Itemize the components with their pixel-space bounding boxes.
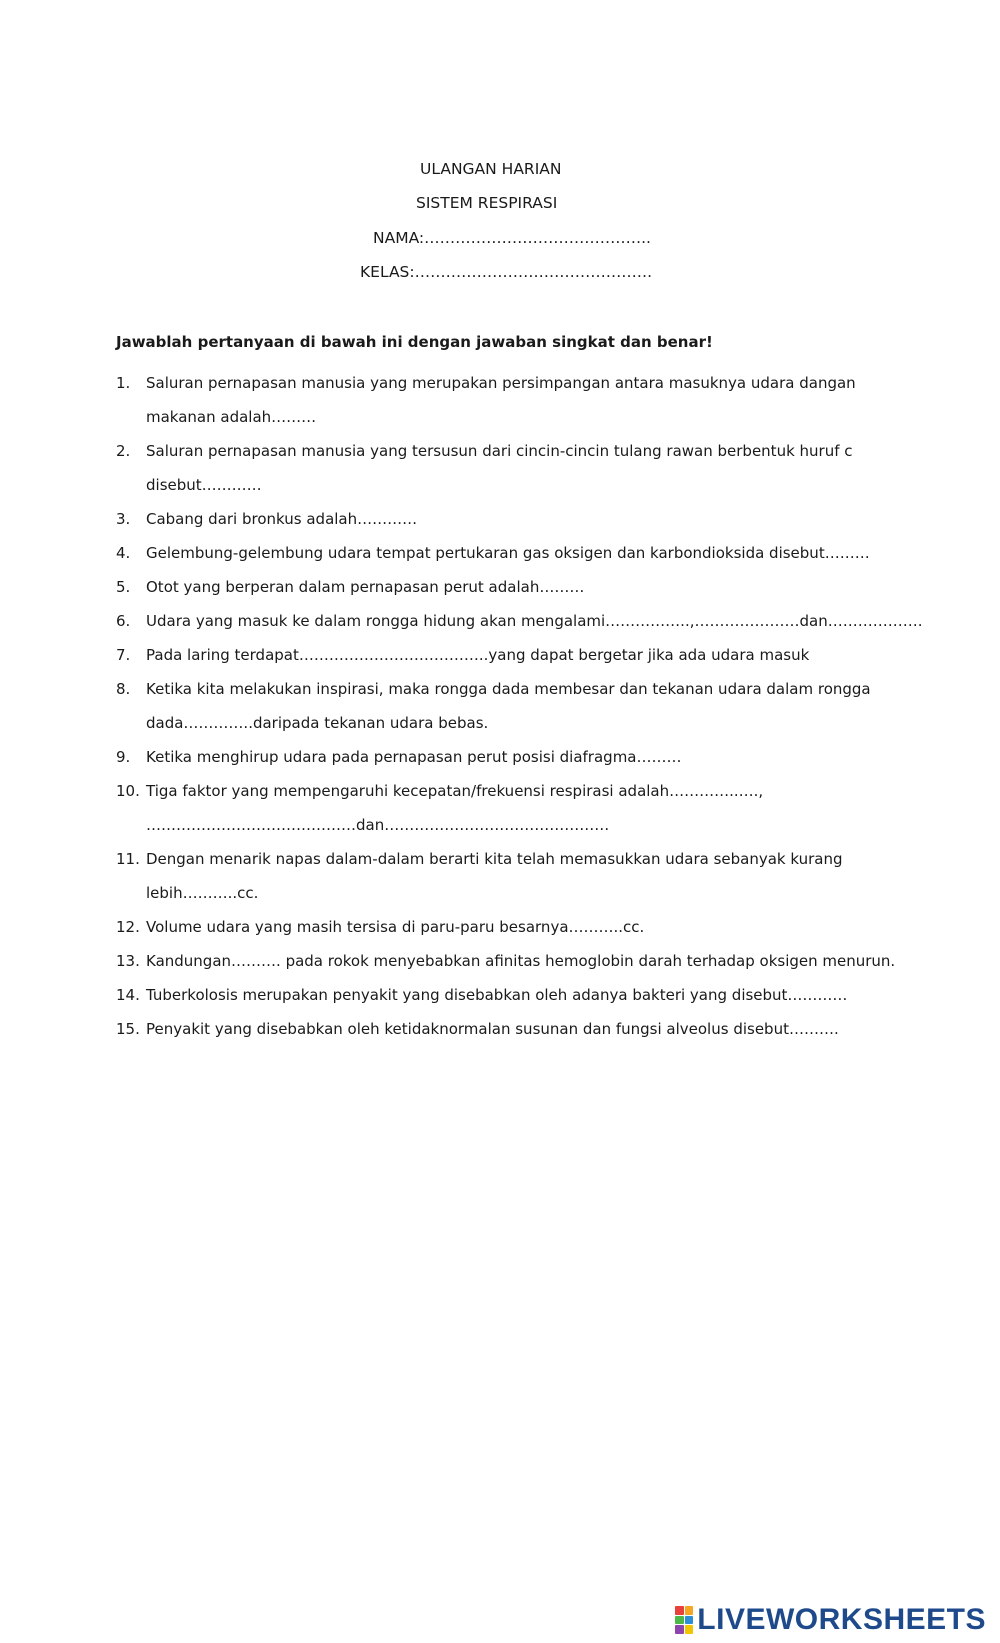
question-number: 12. — [116, 918, 140, 936]
question-text — [146, 434, 876, 502]
question-text — [146, 1012, 876, 1046]
question-item — [116, 536, 876, 570]
logo-square — [685, 1606, 694, 1615]
name-field-label: NAMA:…………………………………….. — [373, 229, 651, 247]
question-number: 4. — [116, 544, 131, 562]
logo-square — [685, 1625, 694, 1634]
question-number: 7. — [116, 646, 131, 664]
logo-square — [675, 1625, 684, 1634]
instruction-text: Jawablah pertanyaan di bawah ini dengan jawaban singkat dan benar! — [116, 333, 713, 351]
question-text-line: Pada laring terdapat………………………………..yang dapat bergetar jika ada udara masuk — [146, 646, 810, 664]
question-item — [116, 366, 876, 434]
liveworksheets-logo-text: LIVEWORKSHEETS — [697, 1603, 986, 1636]
question-text-line: Ketika menghirup udara pada pernapasan perut posisi diafragma……… — [146, 748, 682, 766]
worksheet-subject: SISTEM RESPIRASI — [416, 194, 558, 212]
question-text-line: makanan adalah……… — [146, 408, 317, 426]
worksheet-title: ULANGAN HARIAN — [420, 160, 562, 178]
question-item — [116, 502, 876, 536]
question-text-line: Otot yang berperan dalam pernapasan perut adalah……… — [146, 578, 585, 596]
question-text-line: Gelembung-gelembung udara tempat pertukaran gas oksigen dan karbondioksida disebut……… — [146, 544, 870, 562]
question-number: 13. — [116, 952, 140, 970]
question-item — [116, 570, 876, 604]
question-number: 3. — [116, 510, 131, 528]
question-text-line: Udara yang masuk ke dalam rongga hidung akan mengalami……………..,…………………dan………………. — [146, 612, 923, 630]
question-number: 10. — [116, 782, 140, 800]
question-text — [146, 944, 895, 978]
question-number: 2. — [116, 442, 131, 460]
question-text — [146, 366, 876, 434]
question-text — [146, 536, 876, 570]
question-text-line: Dengan menarik napas dalam-dalam berarti kita telah memasukkan udara sebanyak kurang — [146, 850, 843, 868]
question-number: 1. — [116, 374, 131, 392]
question-number: 14. — [116, 986, 140, 1004]
question-text-line: Ketika kita melakukan inspirasi, maka rongga dada membesar dan tekanan udara dalam rongga — [146, 680, 871, 698]
question-number: 11. — [116, 850, 140, 868]
question-number: 6. — [116, 612, 131, 630]
question-text-line: Cabang dari bronkus adalah………… — [146, 510, 418, 528]
question-text-line: disebut………… — [146, 476, 262, 494]
question-text-line: Volume udara yang masih tersisa di paru-paru besarnya………..cc. — [146, 918, 645, 936]
question-text-line: lebih………..cc. — [146, 884, 259, 902]
question-list — [116, 366, 923, 1046]
question-item — [116, 740, 876, 774]
question-text-line: Saluran pernapasan manusia yang merupakan persimpangan antara masuknya udara dangan — [146, 374, 856, 392]
question-item — [116, 434, 876, 502]
logo-square — [675, 1616, 684, 1625]
question-item — [116, 774, 876, 842]
question-item — [116, 1012, 876, 1046]
liveworksheets-logo-icon — [675, 1606, 693, 1634]
question-item — [116, 944, 896, 978]
question-number: 5. — [116, 578, 131, 596]
question-text — [146, 570, 876, 604]
question-text — [146, 672, 876, 740]
question-item — [116, 842, 876, 910]
question-item — [116, 604, 923, 638]
question-text-line: Kandungan………. pada rokok menyebabkan afinitas hemoglobin darah terhadap oksigen menurun. — [146, 952, 896, 970]
question-text — [146, 910, 876, 944]
question-text-line: Tuberkolosis merupakan penyakit yang disebabkan oleh adanya bakteri yang disebut………… — [146, 986, 848, 1004]
question-item — [116, 638, 876, 672]
question-number: 8. — [116, 680, 131, 698]
liveworksheets-logo — [675, 1603, 986, 1637]
question-text-line: dada…………..daripada tekanan udara bebas. — [146, 714, 489, 732]
question-text — [146, 502, 876, 536]
question-text — [146, 774, 876, 842]
question-text — [146, 842, 876, 910]
logo-square — [685, 1616, 694, 1625]
question-text — [146, 604, 922, 638]
question-item — [116, 978, 876, 1012]
question-number: 15. — [116, 1020, 140, 1038]
class-field-label: KELAS:………………………………………. — [360, 263, 653, 281]
question-text-line: Penyakit yang disebabkan oleh ketidaknormalan susunan dan fungsi alveolus disebut………. — [146, 1020, 839, 1038]
question-text-line: Saluran pernapasan manusia yang tersusun dari cincin-cincin tulang rawan berbentuk huruf c — [146, 442, 853, 460]
question-number: 9. — [116, 748, 131, 766]
question-text — [146, 978, 876, 1012]
question-text — [146, 638, 876, 672]
question-text-line: ……………………………………dan……………………………………… — [146, 816, 610, 834]
question-text-line: Tiga faktor yang mempengaruhi kecepatan/frekuensi respirasi adalah…………..…., — [146, 782, 764, 800]
question-text — [146, 740, 876, 774]
logo-square — [675, 1606, 684, 1615]
question-item — [116, 910, 876, 944]
question-item — [116, 672, 876, 740]
